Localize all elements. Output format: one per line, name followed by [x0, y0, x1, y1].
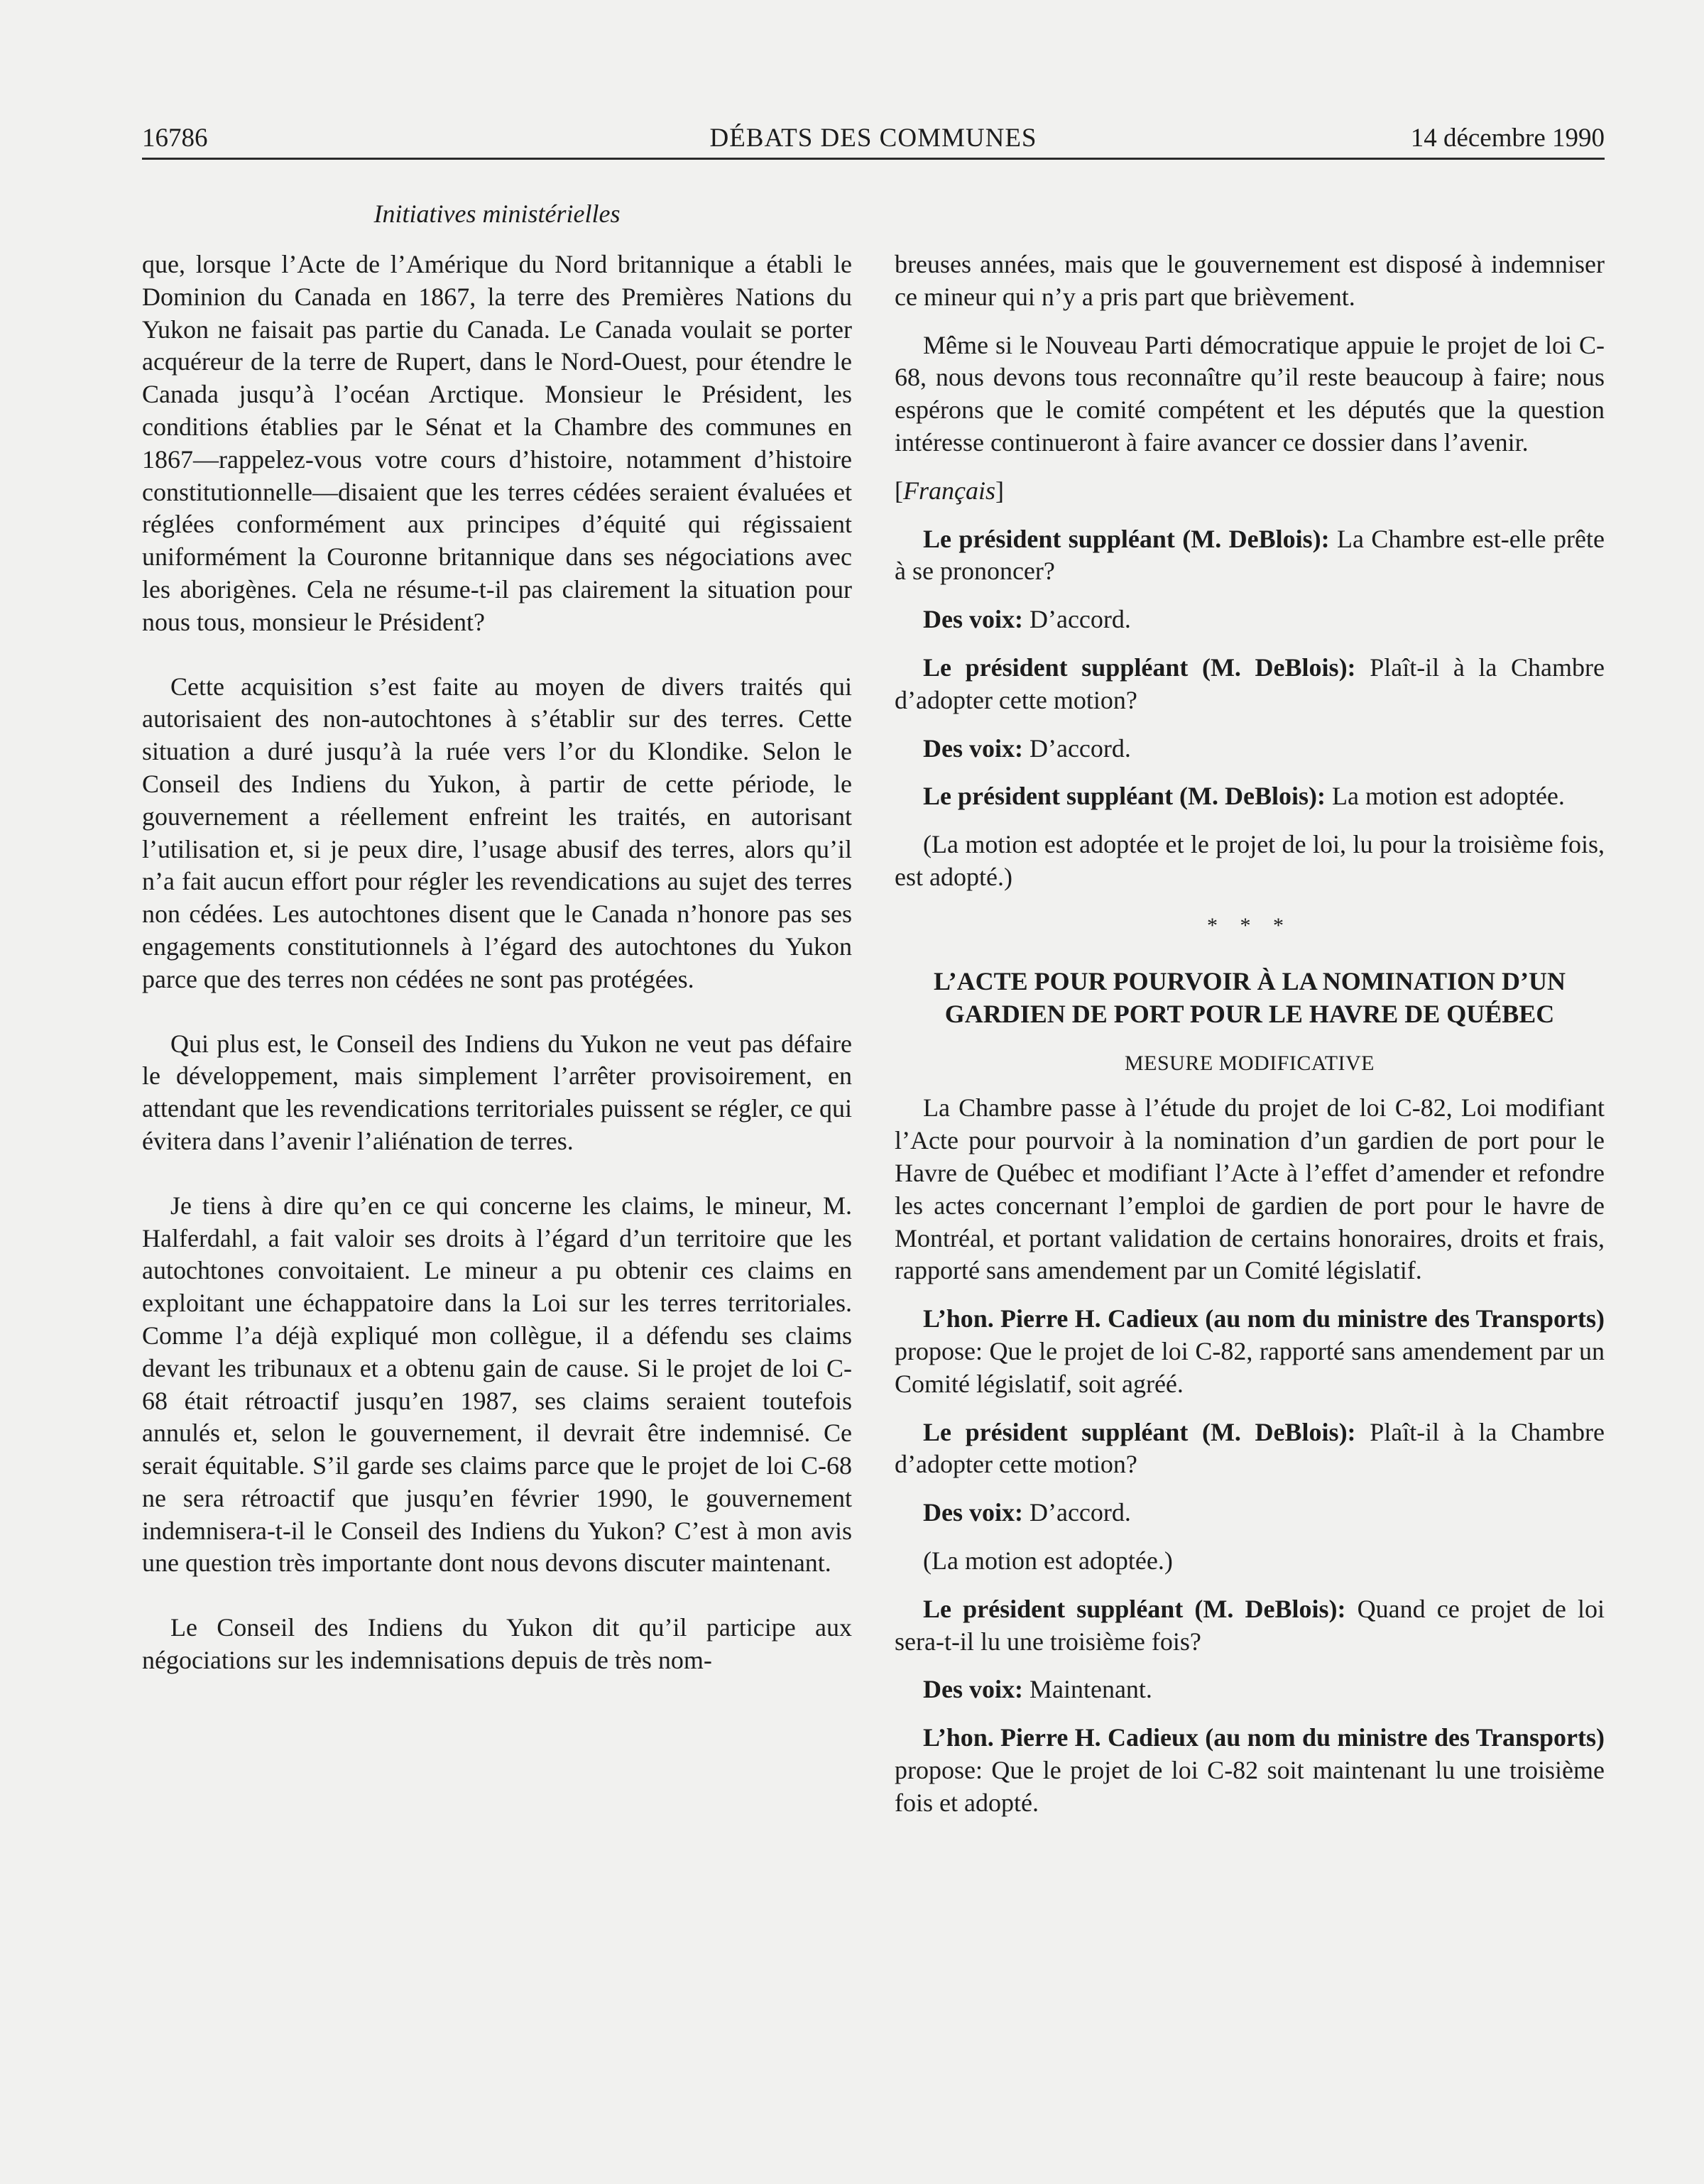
- paragraph: breuses années, mais que le gouvernement est disposé à indemniser ce mineur qui n’y a pris part que brièvement.: [895, 250, 1605, 311]
- paragraph: Cette acquisition s’est faite au moyen de divers traités qui autorisaient des non-autochtones à s’établir sur des terres. Cette situation a duré jusqu’à la ruée vers l’or du Klondike. Selon le Conseil des Indiens du Yukon, à partir de cette période, le gouvernement a réellement enfreint les traités, en autorisant l’utilisation et, si je peux dire, l’usage abusif des terres, alors qu’il n’a fait aucun effort pour régler les revendications au sujet des terres non cédées. Les autochtones disent que le Canada n’honore pas ses engagements constitutionnels à l’égard des autochtones du Yukon parce que des terres non cédées ne sont pas protégées.: [142, 672, 852, 993]
- paragraph: Le Conseil des Indiens du Yukon dit qu’il participe aux négociations sur les indemnisations depuis de très nom-: [142, 1613, 852, 1675]
- section-separator: * * *: [1207, 913, 1292, 937]
- left-column: [142, 249, 852, 1677]
- speaker-name: Des voix:: [923, 733, 1023, 763]
- speaker-name: L’hon. Pierre H. Cadieux (au nom du ministre des Transports): [923, 1723, 1605, 1752]
- language-label: Français: [903, 476, 995, 505]
- section-heading: L’ACTE POUR POURVOIR À LA NOMINATION D’UN GARDIEN DE PORT POUR LE HAVRE DE QUÉBEC: [933, 966, 1566, 1028]
- publication-date: 14 décembre 1990: [1410, 124, 1605, 153]
- speech: La motion est adoptée.: [1332, 782, 1565, 811]
- speaker-turn: [895, 604, 1605, 636]
- language-marker: [Français]: [895, 476, 1004, 505]
- speaker-name: Le président suppléant (M. DeBlois):: [923, 653, 1356, 682]
- section-subheading: MESURE MODIFICATIVE: [1124, 1051, 1375, 1075]
- speech: propose: Que le projet de loi C-82, rapporté sans amendement par un Comité législatif, soit agréé.: [895, 1336, 1605, 1398]
- speaker-name: Des voix:: [923, 1498, 1023, 1527]
- procedural-result: (La motion est adoptée.): [923, 1546, 1173, 1575]
- speech: Plaît-il à la Chambre d’adopter cette motion?: [895, 653, 1605, 714]
- page-header: [142, 119, 1605, 160]
- paragraph: Je tiens à dire qu’en ce qui concerne les claims, le mineur, M. Halferdahl, a fait valoir ses droits à l’égard d’un territoire que les autochtones convoitaient. Le mineur a pu obtenir ces claims en exploitant une échappatoire dans la Loi sur les terres territoriales. Comme l’a déjà expliqué mon collègue, il a défendu ses claims devant les tribunaux et a obtenu gain de cause. Si le projet de loi C-68 était rétroactif jusqu’en 1987, ses claims seraient toutefois annulés et, selon le gouvernement, il devrait être indemnisé. Ce serait équitable. S’il garde ses claims parce que le projet de loi C-68 ne sera rétroactif que jusqu’en février 1990, le gouvernement indemnisera-t-il le Conseil des Indiens du Yukon? C’est à mon avis une question très importante dont nous devons discuter maintenant.: [142, 1191, 852, 1578]
- speech: Maintenant.: [1029, 1675, 1152, 1704]
- speaker-turn: [895, 652, 1605, 717]
- speaker-name: Le président suppléant (M. DeBlois):: [923, 782, 1326, 811]
- speaker-name: Le président suppléant (M. DeBlois):: [923, 1417, 1356, 1446]
- page-number: 16786: [142, 124, 208, 153]
- speech: D’accord.: [1029, 1498, 1131, 1527]
- speaker-turn: [895, 780, 1605, 813]
- speaker-turn: [895, 1303, 1605, 1400]
- speaker-turn: [895, 733, 1605, 765]
- speech: Quand ce projet de loi sera-t-il lu une troisième fois?: [895, 1594, 1605, 1656]
- speaker-name: Des voix:: [923, 1675, 1023, 1704]
- speaker-turn: [895, 1497, 1605, 1529]
- paragraph: La Chambre passe à l’étude du projet de loi C-82, Loi modifiant l’Acte pour pourvoir à la nomination d’un gardien de port pour le Havre de Québec et modifiant l’Acte à l’effet d’amender et refondre les actes concernant l’emploi de gardien de port pour le havre de Montréal, et portant validation de certains honoraires, droits et frais, rapporté sans amendement par un Comité législatif.: [895, 1093, 1605, 1285]
- publication-title: DÉBATS DES COMMUNES: [709, 124, 1037, 153]
- procedural-result: (La motion est adoptée et le projet de loi, lu pour la troisième fois, est adopté.): [895, 830, 1605, 891]
- speaker-turn: [895, 1593, 1605, 1659]
- speaker-turn: [895, 1722, 1605, 1819]
- right-column: [895, 249, 1605, 1835]
- paragraph: Qui plus est, le Conseil des Indiens du Yukon ne veut pas défaire le développement, mais simplement l’arrêter provisoirement, en attendant que les revendications territoriales puissent se régler, ce qui évitera dans l’avenir l’aliénation de terres.: [142, 1029, 852, 1155]
- speech: propose: Que le projet de loi C-82 soit maintenant lu une troisième fois et adopté.: [895, 1755, 1605, 1817]
- speech: Plaît-il à la Chambre d’adopter cette motion?: [895, 1417, 1605, 1479]
- section-label: Initiatives ministérielles: [373, 200, 621, 228]
- speaker-turn: [895, 1416, 1605, 1482]
- speech: D’accord.: [1029, 733, 1131, 763]
- speech: D’accord.: [1029, 605, 1131, 634]
- paragraph: que, lorsque l’Acte de l’Amérique du Nord britannique a établi le Dominion du Canada en 1867, la terre des Premières Nations du Yukon ne faisait pas partie du Canada. Le Canada voulait se porter acquéreur de la terre de Rupert, dans le Nord-Ouest, pour étendre le Canada jusqu’à l’océan Arctique. Monsieur le Président, les conditions établies par le Sénat et la Chambre des communes en 1867—rappelez-vous votre cours d’histoire, notamment d’histoire constitutionnelle—disaient que les terres cédées seraient évaluées et réglées conformément aux principes d’équité qui régissaient uniformément la Couronne britannique dans ses négociations avec les aborigènes. Cela ne résume-t-il pas clairement la situation pour nous tous, monsieur le Président?: [142, 250, 852, 636]
- speaker-name: Le président suppléant (M. DeBlois):: [923, 524, 1330, 553]
- paragraph: Même si le Nouveau Parti démocratique appuie le projet de loi C-68, nous devons tous reconnaître qu’il reste beaucoup à faire; nous espérons que le comité compétent et les députés que la question intéresse continueront à faire avancer ce dossier dans l’avenir.: [895, 330, 1605, 457]
- speaker-name: Des voix:: [923, 605, 1023, 634]
- speaker-name: L’hon. Pierre H. Cadieux (au nom du ministre des Transports): [923, 1304, 1605, 1333]
- speech: La Chambre est-elle prête à se prononcer?: [895, 524, 1605, 586]
- speaker-turn: [895, 523, 1605, 589]
- speaker-turn: [895, 1674, 1605, 1706]
- speaker-name: Le président suppléant (M. DeBlois):: [923, 1594, 1346, 1623]
